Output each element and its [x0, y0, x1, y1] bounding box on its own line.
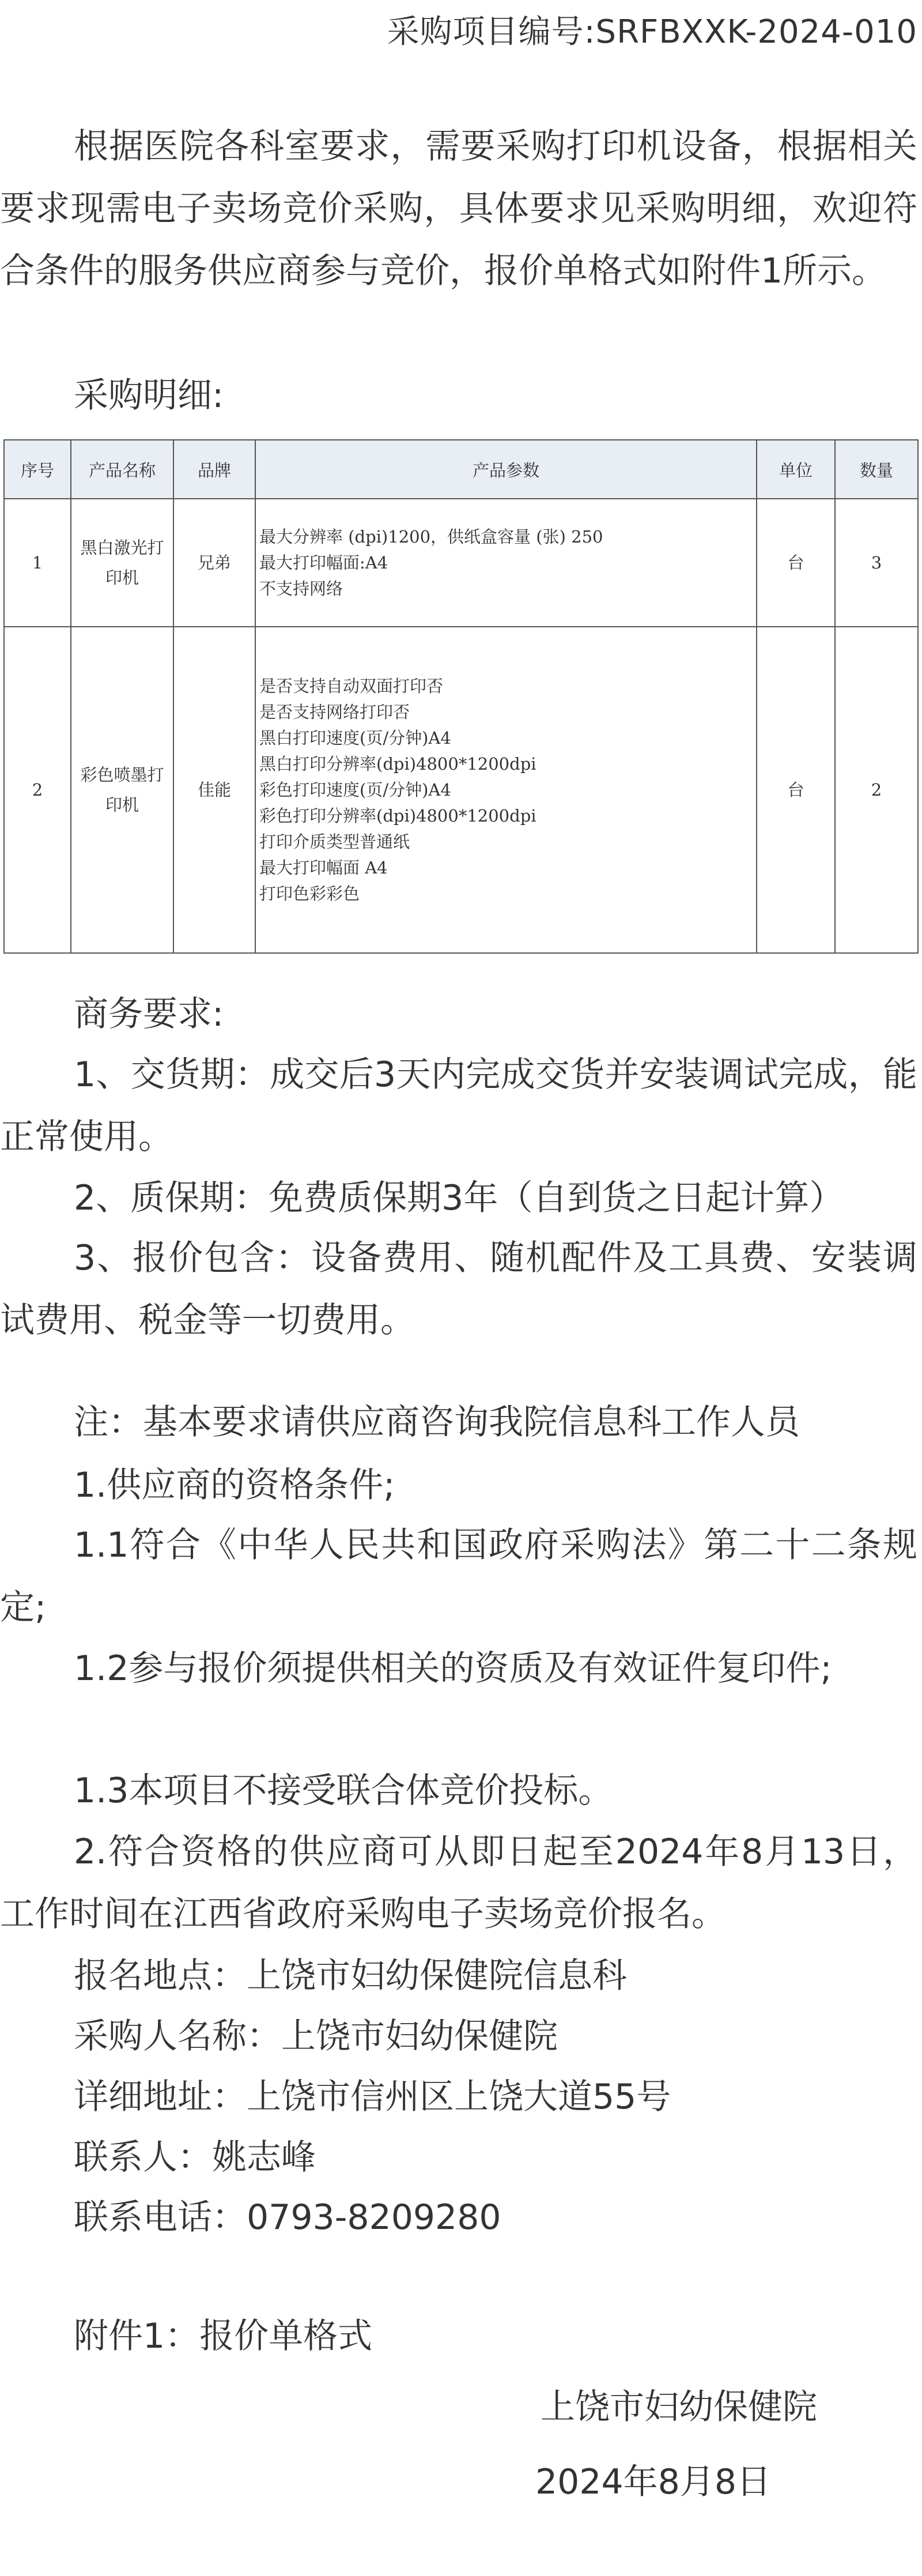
param-line: 最大分辨率 (dpi)1200，供纸盒容量 (张) 250: [259, 526, 603, 547]
param-line: 打印介质类型普通纸: [259, 831, 410, 852]
header-product: 产品名称: [71, 440, 173, 499]
signature-date: 2024年8月8日: [535, 2462, 771, 2502]
qualification-1-2: 1.2参与报价须提供相关的资质及有效证件复印件;: [74, 1648, 832, 1689]
business-item-warranty: 2、质保期：免费质保期3年（自到货之日起计算）: [74, 1178, 844, 1218]
business-item-delivery: 1、交货期：成交后3天内完成交货并安装调试完成，能正常使用。: [0, 1054, 917, 1157]
param-line: 不支持网络: [259, 578, 343, 598]
attachment-note: 附件1：报价单格式: [74, 2316, 373, 2356]
contact-phone: 联系电话：0793-8209280: [74, 2197, 501, 2238]
param-line: 最大打印幅面:A4: [259, 552, 388, 573]
qualification-2: 2.符合资格的供应商可从即日起至2024年8月13日，工作时间在江西省政府采购电子卖场竞价报名。: [0, 1832, 917, 1934]
param-line: 最大打印幅面 A4: [259, 857, 388, 878]
cell-params: [255, 499, 757, 627]
cell-brand: 兄弟: [173, 499, 255, 627]
table-row: [4, 499, 918, 627]
cell-index: 1: [4, 499, 71, 627]
cell-product: 黑白激光打印机: [71, 499, 173, 627]
table-header-row: [4, 440, 918, 499]
project-number: 采购项目编号:SRFBXXK-2024-010: [387, 13, 917, 51]
cell-unit: 台: [757, 627, 835, 953]
param-line: 彩色打印分辨率(dpi)4800*1200dpi: [259, 805, 536, 826]
business-item-quote: 3、报价包含：设备费用、随机配件及工具费、安装调试费用、税金等一切费用。: [0, 1238, 917, 1340]
cell-qty: 3: [835, 499, 918, 627]
cell-params: [255, 627, 757, 953]
cell-brand: 佳能: [173, 627, 255, 953]
contact-address: 详细地址：上饶市信州区上饶大道55号: [74, 2077, 671, 2117]
signature-org: 上饶市妇幼保健院: [541, 2387, 817, 2427]
detail-heading: 采购明细:: [74, 375, 224, 416]
param-line: 打印色彩彩色: [259, 883, 360, 903]
contact-buyer: 采购人名称：上饶市妇幼保健院: [74, 2016, 558, 2057]
header-params: 产品参数: [255, 440, 757, 499]
table-row: [4, 627, 918, 953]
cell-product: 彩色喷墨打印机: [71, 627, 173, 953]
cell-qty: 2: [835, 627, 918, 953]
cell-unit: 台: [757, 499, 835, 627]
procurement-table: [3, 439, 919, 954]
cell-index: 2: [4, 627, 71, 953]
qualification-1-3: 1.3本项目不接受联合体竞价投标。: [74, 1771, 613, 1811]
header-qty: 数量: [835, 440, 918, 499]
qualification-heading: 1.供应商的资格条件;: [74, 1465, 395, 1505]
param-line: 黑白打印分辨率(dpi)4800*1200dpi: [259, 754, 536, 774]
business-heading: 商务要求:: [74, 994, 224, 1034]
intro-paragraph: 根据医院各科室要求，需要采购打印机设备，根据相关要求现需电子卖场竞价采购，具体要求见采购明细，欢迎符合条件的服务供应商参与竞价，报价单格式如附件1所示。: [0, 126, 917, 291]
contact-location: 报名地点：上饶市妇幼保健院信息科: [74, 1956, 627, 1996]
param-line: 是否支持网络打印否: [259, 702, 410, 722]
contact-person: 联系人：姚志峰: [74, 2137, 316, 2178]
param-line: 彩色打印速度(页/分钟)A4: [259, 779, 451, 800]
note-basic: 注：基本要求请供应商咨询我院信息科工作人员: [74, 1402, 800, 1443]
qualification-1-1: 1.1符合《中华人民共和国政府采购法》第二十二条规定;: [0, 1525, 917, 1628]
header-unit: 单位: [757, 440, 835, 499]
header-index: 序号: [4, 440, 71, 499]
param-line: 是否支持自动双面打印否: [259, 676, 444, 696]
param-line: 黑白打印速度(页/分钟)A4: [259, 728, 451, 748]
header-brand: 品牌: [173, 440, 255, 499]
